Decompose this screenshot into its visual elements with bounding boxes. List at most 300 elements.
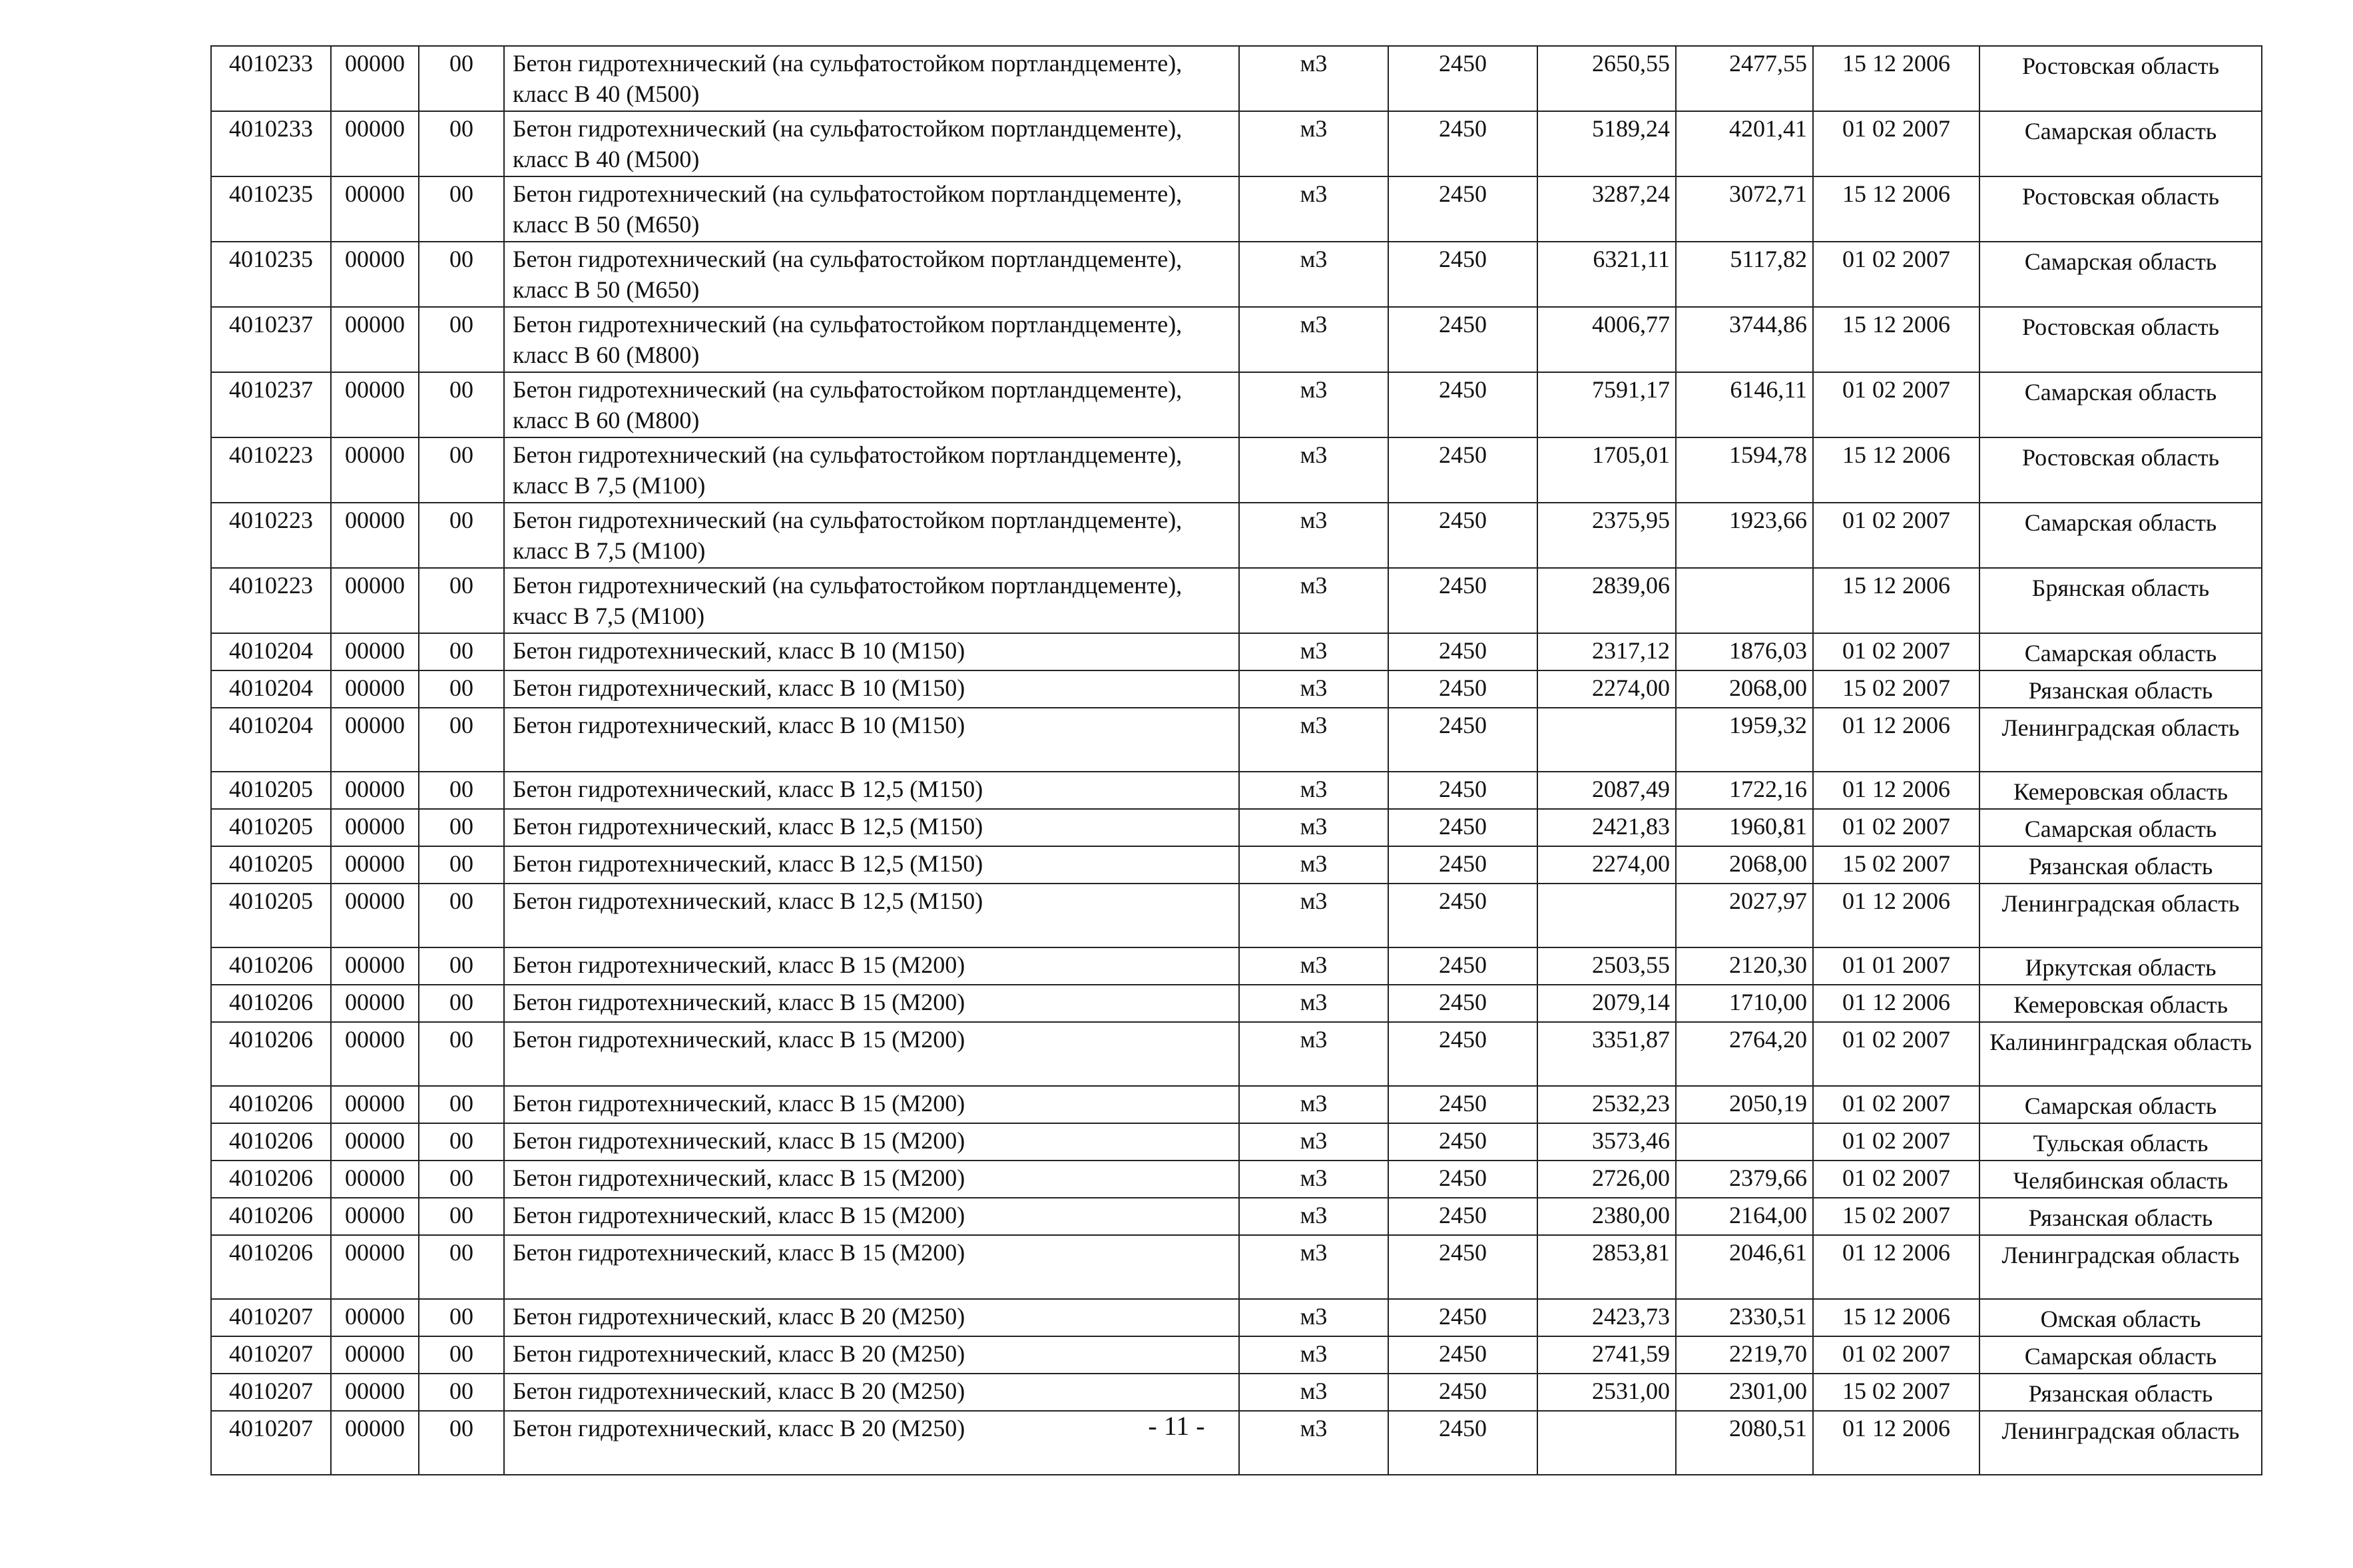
region-cell [1979, 985, 2262, 1022]
mass-cell: 2450 [1388, 1374, 1537, 1411]
table-row [211, 1022, 2262, 1086]
sub-code-cell: 00000 [331, 1411, 419, 1475]
mass-cell: 2450 [1388, 46, 1537, 111]
item-code-cell: 4010207 [211, 1336, 331, 1374]
sub-code-cell: 00000 [331, 1161, 419, 1198]
region-cell [1979, 708, 2262, 772]
price-cell: 1594,78 [1676, 437, 1813, 503]
group-code-cell: 00 [419, 1086, 504, 1123]
price-cell: 2050,19 [1676, 1086, 1813, 1123]
sub-code-cell: 00000 [331, 633, 419, 670]
unit-cell: м3 [1239, 242, 1388, 307]
material-name-cell: Бетон гидротехнический (на сульфатостойком портландцементе), класс В 7,5 (М100) [504, 503, 1239, 568]
unit-cell: м3 [1239, 503, 1388, 568]
date-cell: 15 12 2006 [1813, 176, 1979, 242]
mass-cell: 2450 [1388, 1123, 1537, 1161]
group-code-cell: 00 [419, 1123, 504, 1161]
material-name-cell: Бетон гидротехнический (на сульфатостойком портландцементе), класс В 60 (М800) [504, 372, 1239, 437]
price-cell: 1705,01 [1537, 437, 1676, 503]
region-cell [1979, 1086, 2262, 1123]
mass-cell: 2450 [1388, 1161, 1537, 1198]
date-cell: 15 12 2006 [1813, 1299, 1979, 1336]
mass-cell: 2450 [1388, 985, 1537, 1022]
price-cell: 5189,24 [1537, 111, 1676, 176]
price-cell: 1959,32 [1676, 708, 1813, 772]
table-row [211, 1086, 2262, 1123]
region-cell [1979, 1022, 2262, 1086]
group-code-cell: 00 [419, 1022, 504, 1086]
price-table [210, 45, 2262, 1475]
date-cell: 01 02 2007 [1813, 809, 1979, 846]
price-cell: 3072,71 [1676, 176, 1813, 242]
item-code-cell: 4010204 [211, 633, 331, 670]
item-code-cell: 4010206 [211, 1161, 331, 1198]
material-name-cell: Бетон гидротехнический (на сульфатостойком портландцементе), класс В 40 (М500) [504, 111, 1239, 176]
price-cell: 1960,81 [1676, 809, 1813, 846]
mass-cell: 2450 [1388, 670, 1537, 708]
group-code-cell: 00 [419, 985, 504, 1022]
sub-code-cell: 00000 [331, 46, 419, 111]
mass-cell: 2450 [1388, 884, 1537, 947]
mass-cell: 2450 [1388, 708, 1537, 772]
price-cell: 2380,00 [1537, 1198, 1676, 1235]
mass-cell: 2450 [1388, 176, 1537, 242]
date-cell: 01 02 2007 [1813, 1022, 1979, 1086]
date-cell: 01 12 2006 [1813, 772, 1979, 809]
unit-cell: м3 [1239, 985, 1388, 1022]
group-code-cell: 00 [419, 111, 504, 176]
region-cell [1979, 503, 2262, 568]
material-name-cell: Бетон гидротехнический (на сульфатостойком портландцементе), класс В 50 (М650) [504, 176, 1239, 242]
table-row [211, 46, 2262, 111]
group-code-cell: 00 [419, 670, 504, 708]
unit-cell: м3 [1239, 1336, 1388, 1374]
mass-cell: 2450 [1388, 947, 1537, 985]
date-cell: 01 02 2007 [1813, 1161, 1979, 1198]
table-row [211, 568, 2262, 633]
region-cell [1979, 568, 2262, 633]
date-cell: 15 02 2007 [1813, 846, 1979, 884]
date-cell: 01 02 2007 [1813, 503, 1979, 568]
region-cell [1979, 372, 2262, 437]
material-name-cell: Бетон гидротехнический, класс В 12,5 (М150) [504, 846, 1239, 884]
unit-cell: м3 [1239, 46, 1388, 111]
group-code-cell: 00 [419, 884, 504, 947]
item-code-cell: 4010237 [211, 372, 331, 437]
region-label: Кемеровская область [2013, 778, 2228, 805]
region-cell [1979, 670, 2262, 708]
group-code-cell: 00 [419, 846, 504, 884]
price-cell: 6146,11 [1676, 372, 1813, 437]
price-cell: 2301,00 [1676, 1374, 1813, 1411]
region-label: Самарская область [2024, 248, 2217, 275]
region-label: Рязанская область [2028, 1204, 2213, 1231]
material-name-cell: Бетон гидротехнический, класс В 15 (М200) [504, 1086, 1239, 1123]
unit-cell: м3 [1239, 307, 1388, 372]
unit-cell: м3 [1239, 708, 1388, 772]
region-cell [1979, 46, 2262, 111]
table-row [211, 947, 2262, 985]
group-code-cell: 00 [419, 46, 504, 111]
unit-cell: м3 [1239, 1235, 1388, 1299]
price-cell: 3744,86 [1676, 307, 1813, 372]
group-code-cell: 00 [419, 307, 504, 372]
price-cell: 2330,51 [1676, 1299, 1813, 1336]
item-code-cell: 4010237 [211, 307, 331, 372]
price-cell: 5117,82 [1676, 242, 1813, 307]
sub-code-cell: 00000 [331, 176, 419, 242]
unit-cell: м3 [1239, 809, 1388, 846]
table-row [211, 1374, 2262, 1411]
unit-cell: м3 [1239, 372, 1388, 437]
region-cell [1979, 1235, 2262, 1299]
item-code-cell: 4010205 [211, 772, 331, 809]
sub-code-cell: 00000 [331, 1374, 419, 1411]
sub-code-cell: 00000 [331, 670, 419, 708]
region-label: Омская область [2040, 1306, 2201, 1332]
region-label: Тульская область [2033, 1130, 2209, 1157]
table-row [211, 772, 2262, 809]
material-name-cell: Бетон гидротехнический, класс В 10 (М150) [504, 670, 1239, 708]
date-cell: 15 02 2007 [1813, 1198, 1979, 1235]
item-code-cell: 4010206 [211, 1022, 331, 1086]
region-label: Ростовская область [2022, 183, 2219, 210]
mass-cell: 2450 [1388, 1299, 1537, 1336]
table-row [211, 176, 2262, 242]
sub-code-cell: 00000 [331, 372, 419, 437]
mass-cell: 2450 [1388, 1235, 1537, 1299]
region-label: Самарская область [2024, 1343, 2217, 1370]
material-name-cell: Бетон гидротехнический, класс В 10 (М150) [504, 633, 1239, 670]
material-name-cell: Бетон гидротехнический, класс В 20 (М250) [504, 1299, 1239, 1336]
unit-cell: м3 [1239, 1086, 1388, 1123]
table-body [211, 46, 2262, 1475]
region-cell [1979, 307, 2262, 372]
group-code-cell: 00 [419, 708, 504, 772]
price-cell [1537, 884, 1676, 947]
region-cell [1979, 176, 2262, 242]
unit-cell: м3 [1239, 568, 1388, 633]
price-cell: 2503,55 [1537, 947, 1676, 985]
material-name-cell: Бетон гидротехнический (на сульфатостойком портландцементе), кчасс В 7,5 (М100) [504, 568, 1239, 633]
region-cell [1979, 884, 2262, 947]
region-cell [1979, 633, 2262, 670]
price-cell: 2087,49 [1537, 772, 1676, 809]
material-name-cell: Бетон гидротехнический, класс В 15 (М200) [504, 1198, 1239, 1235]
region-label: Ленинградская область [2001, 1418, 2240, 1444]
region-label: Ростовская область [2022, 444, 2219, 471]
item-code-cell: 4010206 [211, 1198, 331, 1235]
material-name-cell: Бетон гидротехнический, класс В 12,5 (М150) [504, 884, 1239, 947]
unit-cell: м3 [1239, 670, 1388, 708]
price-cell: 2477,55 [1676, 46, 1813, 111]
sub-code-cell: 00000 [331, 1086, 419, 1123]
group-code-cell: 00 [419, 1299, 504, 1336]
item-code-cell: 4010223 [211, 437, 331, 503]
table-row [211, 1336, 2262, 1374]
unit-cell: м3 [1239, 846, 1388, 884]
price-cell [1537, 708, 1676, 772]
region-label: Рязанская область [2028, 677, 2213, 704]
item-code-cell: 4010206 [211, 1086, 331, 1123]
mass-cell: 2450 [1388, 242, 1537, 307]
price-cell: 6321,11 [1537, 242, 1676, 307]
item-code-cell: 4010206 [211, 1123, 331, 1161]
price-cell: 2741,59 [1537, 1336, 1676, 1374]
material-name-cell: Бетон гидротехнический, класс В 15 (М200) [504, 1022, 1239, 1086]
mass-cell: 2450 [1388, 437, 1537, 503]
price-cell: 2219,70 [1676, 1336, 1813, 1374]
mass-cell: 2450 [1388, 372, 1537, 437]
material-name-cell: Бетон гидротехнический, класс В 12,5 (М150) [504, 809, 1239, 846]
price-cell: 3351,87 [1537, 1022, 1676, 1086]
unit-cell: м3 [1239, 947, 1388, 985]
unit-cell: м3 [1239, 772, 1388, 809]
material-name-cell: Бетон гидротехнический, класс В 15 (М200) [504, 1161, 1239, 1198]
unit-cell: м3 [1239, 633, 1388, 670]
table-row [211, 708, 2262, 772]
price-cell: 2080,51 [1676, 1411, 1813, 1475]
region-cell [1979, 772, 2262, 809]
material-name-cell: Бетон гидротехнический, класс В 15 (М200) [504, 1235, 1239, 1299]
material-name-cell: Бетон гидротехнический (на сульфатостойком портландцементе), класс В 7,5 (М100) [504, 437, 1239, 503]
sub-code-cell: 00000 [331, 1336, 419, 1374]
sub-code-cell: 00000 [331, 846, 419, 884]
material-name-cell: Бетон гидротехнический (на сульфатостойком портландцементе), класс В 40 (М500) [504, 46, 1239, 111]
date-cell: 01 12 2006 [1813, 884, 1979, 947]
item-code-cell: 4010205 [211, 846, 331, 884]
price-cell: 2379,66 [1676, 1161, 1813, 1198]
group-code-cell: 00 [419, 437, 504, 503]
table-row [211, 307, 2262, 372]
price-cell: 2274,00 [1537, 670, 1676, 708]
price-cell: 1923,66 [1676, 503, 1813, 568]
region-label: Челябинская область [2013, 1167, 2228, 1194]
sub-code-cell: 00000 [331, 503, 419, 568]
region-label: Ленинградская область [2001, 1242, 2240, 1268]
group-code-cell: 00 [419, 176, 504, 242]
sub-code-cell: 00000 [331, 437, 419, 503]
item-code-cell: 4010206 [211, 985, 331, 1022]
price-cell: 4201,41 [1676, 111, 1813, 176]
region-cell [1979, 1198, 2262, 1235]
mass-cell: 2450 [1388, 1411, 1537, 1475]
region-cell [1979, 1161, 2262, 1198]
table-row [211, 372, 2262, 437]
group-code-cell: 00 [419, 809, 504, 846]
page-number: - 11 - [1148, 1411, 1205, 1441]
price-cell: 2421,83 [1537, 809, 1676, 846]
mass-cell: 2450 [1388, 307, 1537, 372]
region-label: Ростовская область [2022, 314, 2219, 340]
item-code-cell: 4010204 [211, 708, 331, 772]
region-label: Самарская область [2024, 640, 2217, 666]
price-cell: 7591,17 [1537, 372, 1676, 437]
unit-cell: м3 [1239, 1161, 1388, 1198]
material-name-cell: Бетон гидротехнический, класс В 15 (М200) [504, 1123, 1239, 1161]
price-cell [1676, 1123, 1813, 1161]
date-cell: 15 12 2006 [1813, 568, 1979, 633]
table-row [211, 846, 2262, 884]
price-cell: 2375,95 [1537, 503, 1676, 568]
price-cell: 1722,16 [1676, 772, 1813, 809]
group-code-cell: 00 [419, 1198, 504, 1235]
region-cell [1979, 947, 2262, 985]
date-cell: 15 02 2007 [1813, 670, 1979, 708]
sub-code-cell: 00000 [331, 708, 419, 772]
price-cell: 2164,00 [1676, 1198, 1813, 1235]
sub-code-cell: 00000 [331, 947, 419, 985]
group-code-cell: 00 [419, 1336, 504, 1374]
item-code-cell: 4010233 [211, 111, 331, 176]
group-code-cell: 00 [419, 568, 504, 633]
group-code-cell: 00 [419, 503, 504, 568]
price-cell: 2839,06 [1537, 568, 1676, 633]
table-row [211, 1123, 2262, 1161]
region-label: Самарская область [2024, 379, 2217, 405]
region-label: Ленинградская область [2001, 714, 2240, 741]
region-cell [1979, 1299, 2262, 1336]
material-name-cell: Бетон гидротехнический, класс В 12,5 (М150) [504, 772, 1239, 809]
sub-code-cell: 00000 [331, 307, 419, 372]
table-row [211, 503, 2262, 568]
price-cell: 1710,00 [1676, 985, 1813, 1022]
region-label: Самарская область [2024, 118, 2217, 144]
price-cell: 2079,14 [1537, 985, 1676, 1022]
table-row [211, 633, 2262, 670]
unit-cell: м3 [1239, 176, 1388, 242]
price-cell: 2274,00 [1537, 846, 1676, 884]
mass-cell: 2450 [1388, 568, 1537, 633]
sub-code-cell: 00000 [331, 568, 419, 633]
material-name-cell: Бетон гидротехнический, класс В 15 (М200) [504, 985, 1239, 1022]
sub-code-cell: 00000 [331, 1123, 419, 1161]
material-name-cell: Бетон гидротехнический, класс В 15 (М200) [504, 947, 1239, 985]
group-code-cell: 00 [419, 1161, 504, 1198]
group-code-cell: 00 [419, 242, 504, 307]
region-label: Самарская область [2024, 1093, 2217, 1119]
region-label: Ростовская область [2022, 53, 2219, 79]
date-cell: 15 12 2006 [1813, 46, 1979, 111]
table-row [211, 1235, 2262, 1299]
unit-cell: м3 [1239, 1198, 1388, 1235]
material-name-cell: Бетон гидротехнический, класс В 10 (М150) [504, 708, 1239, 772]
date-cell: 15 12 2006 [1813, 437, 1979, 503]
price-cell: 2532,23 [1537, 1086, 1676, 1123]
date-cell: 01 02 2007 [1813, 1336, 1979, 1374]
table-row [211, 884, 2262, 947]
price-cell: 2046,61 [1676, 1235, 1813, 1299]
region-cell [1979, 1336, 2262, 1374]
material-name-cell: Бетон гидротехнический (на сульфатостойком портландцементе), класс В 50 (М650) [504, 242, 1239, 307]
mass-cell: 2450 [1388, 1022, 1537, 1086]
mass-cell: 2450 [1388, 1336, 1537, 1374]
date-cell: 15 12 2006 [1813, 307, 1979, 372]
table-row [211, 670, 2262, 708]
date-cell: 01 02 2007 [1813, 1086, 1979, 1123]
mass-cell: 2450 [1388, 809, 1537, 846]
date-cell: 01 02 2007 [1813, 111, 1979, 176]
price-cell: 2027,97 [1676, 884, 1813, 947]
sub-code-cell: 00000 [331, 1299, 419, 1336]
date-cell: 15 02 2007 [1813, 1374, 1979, 1411]
unit-cell: м3 [1239, 437, 1388, 503]
region-label: Калининградская область [1989, 1029, 2252, 1055]
table-row [211, 437, 2262, 503]
price-cell: 2068,00 [1676, 670, 1813, 708]
price-cell [1676, 568, 1813, 633]
region-cell [1979, 111, 2262, 176]
date-cell: 01 02 2007 [1813, 242, 1979, 307]
material-name-cell: Бетон гидротехнический, класс В 20 (М250) [504, 1374, 1239, 1411]
item-code-cell: 4010207 [211, 1411, 331, 1475]
item-code-cell: 4010206 [211, 947, 331, 985]
price-cell: 2068,00 [1676, 846, 1813, 884]
item-code-cell: 4010235 [211, 242, 331, 307]
price-cell: 2726,00 [1537, 1161, 1676, 1198]
date-cell: 01 12 2006 [1813, 1235, 1979, 1299]
table-row [211, 111, 2262, 176]
price-cell: 3573,46 [1537, 1123, 1676, 1161]
unit-cell: м3 [1239, 1411, 1388, 1475]
group-code-cell: 00 [419, 947, 504, 985]
unit-cell: м3 [1239, 1299, 1388, 1336]
item-code-cell: 4010233 [211, 46, 331, 111]
mass-cell: 2450 [1388, 503, 1537, 568]
material-name-cell: Бетон гидротехнический, класс В 20 (М250) [504, 1411, 1239, 1475]
sub-code-cell: 00000 [331, 985, 419, 1022]
table-row [211, 1198, 2262, 1235]
sub-code-cell: 00000 [331, 1235, 419, 1299]
date-cell: 01 12 2006 [1813, 985, 1979, 1022]
price-cell: 2650,55 [1537, 46, 1676, 111]
price-cell: 3287,24 [1537, 176, 1676, 242]
date-cell: 01 12 2006 [1813, 1411, 1979, 1475]
region-label: Рязанская область [2028, 1380, 2213, 1407]
table-row [211, 1161, 2262, 1198]
region-label: Рязанская область [2028, 853, 2213, 880]
sub-code-cell: 00000 [331, 809, 419, 846]
group-code-cell: 00 [419, 1411, 504, 1475]
mass-cell: 2450 [1388, 1086, 1537, 1123]
item-code-cell: 4010235 [211, 176, 331, 242]
item-code-cell: 4010207 [211, 1299, 331, 1336]
item-code-cell: 4010205 [211, 884, 331, 947]
region-cell [1979, 809, 2262, 846]
price-cell: 2531,00 [1537, 1374, 1676, 1411]
price-cell: 2764,20 [1676, 1022, 1813, 1086]
table-row [211, 809, 2262, 846]
region-cell [1979, 437, 2262, 503]
date-cell: 01 01 2007 [1813, 947, 1979, 985]
table-row [211, 1299, 2262, 1336]
region-label: Самарская область [2024, 509, 2217, 536]
region-label: Брянская область [2031, 575, 2210, 601]
region-label: Ленинградская область [2001, 890, 2240, 917]
item-code-cell: 4010207 [211, 1374, 331, 1411]
table-row [211, 985, 2262, 1022]
unit-cell: м3 [1239, 1022, 1388, 1086]
price-cell: 4006,77 [1537, 307, 1676, 372]
sub-code-cell: 00000 [331, 772, 419, 809]
sub-code-cell: 00000 [331, 1198, 419, 1235]
unit-cell: м3 [1239, 884, 1388, 947]
sub-code-cell: 00000 [331, 884, 419, 947]
item-code-cell: 4010204 [211, 670, 331, 708]
mass-cell: 2450 [1388, 1198, 1537, 1235]
price-cell: 1876,03 [1676, 633, 1813, 670]
region-cell [1979, 242, 2262, 307]
